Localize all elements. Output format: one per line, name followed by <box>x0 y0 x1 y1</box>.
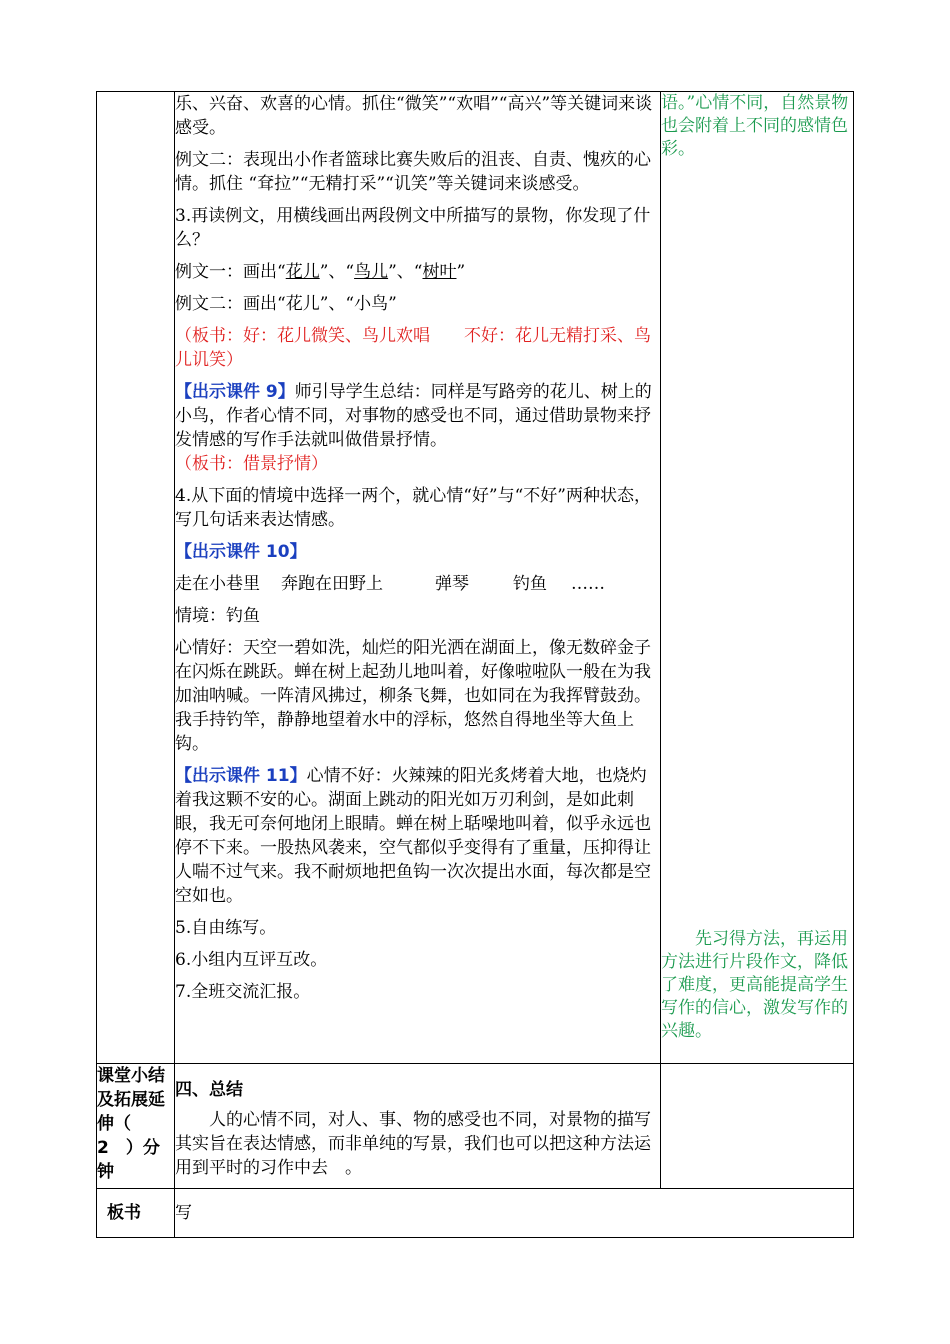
continued-paragraph: 乐、兴奋、欢喜的心情。抓住“微笑”“欢唱”“高兴”等关键词来谈感受。 <box>175 94 653 138</box>
courseware-tag-9: 【出示课件 9】 <box>175 382 295 402</box>
good-mood-paragraph: 心情好：天空一碧如洗，灿烂的阳光洒在湖面上，像无数碎金子在闪烁在跳跃。蝉在树上起劲儿地叫着，好像啦啦队一般在为我加油呐喊。一阵清风拂过，柳条飞舞，也如同在为我挥臂鼓劲。我手持钓竿，静静地望着水中的浮标，悠然自得地坐等大鱼上钩。 <box>175 638 651 754</box>
design-intent-top: 语。”心情不同，自然景物也会附着上不同的感情色彩。 <box>661 93 849 159</box>
ex1-prefix: 例文一：画出“ <box>175 262 286 282</box>
main-content-cell <box>175 92 661 1064</box>
lesson-plan-table <box>96 91 854 1238</box>
option-more: …… <box>571 574 605 594</box>
teaching-process-row <box>97 92 854 1064</box>
row-label-cell-empty <box>97 92 175 1064</box>
step-6: 6.小组内互评互改。 <box>175 950 328 970</box>
board-note-2: （板书：借景抒情） <box>175 454 328 474</box>
ex1-word-bird: 鸟儿 <box>354 262 389 282</box>
step-4-paragraph: 4.从下面的情境中选择一两个，就心情“好”与“不好”两种状态，写几句话来表达情感。 <box>175 486 651 530</box>
summary-side-cell-empty <box>661 1064 854 1189</box>
ex1-sep: ”、“ <box>319 262 355 282</box>
blackboard-text: 写 <box>175 1203 192 1223</box>
summary-content-cell <box>175 1064 661 1189</box>
board-note-1: （板书：好：花儿微笑、鸟儿欢唱 不好：花儿无精打采、鸟儿讥笑） <box>175 326 651 370</box>
summary-paragraph <box>175 380 660 452</box>
example-two-paragraph: 例文二：表现出小作者篮球比赛失败后的沮丧、自责、愧疚的心情。抓住 “耷拉”“无精打采”“讥笑”等关键词来谈感受。 <box>175 150 651 194</box>
ex1-word-leaf: 树叶 <box>422 262 457 282</box>
summary-text-paragraph: 人的心情不同，对人、事、物的感受也不同，对景物的描写其实旨在表达情感，而非单纯的写景，我们也可以把这种方法运用到平时的习作中去 。 <box>175 1110 651 1178</box>
step-7: 7.全班交流汇报。 <box>175 982 311 1002</box>
design-intent-cell <box>661 92 854 1064</box>
blackboard-row-label: 板书 <box>97 1189 175 1238</box>
step-3-paragraph: 3.再读例文，用横线画出两段例文中所描写的景物，你发现了什么？ <box>175 206 651 250</box>
courseware-tag-10: 【出示课件 10】 <box>175 542 307 562</box>
option-piano: 弹琴 <box>435 574 469 594</box>
ex1-word-flower: 花儿 <box>285 262 320 282</box>
bad-mood-text: 心情不好：火辣辣的阳光炙烤着大地，也烧灼着我这颗不安的心。湖面上跳动的阳光如万刃利剑，是如此刺眼，我无可奈何地闭上眼睛。蝉在树上聒噪地叫着，似乎永远也停不下来。一股热风袭来，空气都似乎变得有了重量，压抑得让人喘不过气来。我不耐烦地把鱼钩一次次提出水面，每次都是空空如也。 <box>175 766 651 906</box>
example-two-marks: 例文二：画出“花儿”、“小鸟” <box>175 294 397 314</box>
scene-label: 情境：钓鱼 <box>175 606 260 626</box>
option-fishing: 钓鱼 <box>513 574 547 594</box>
option-field: 奔跑在田野上 <box>281 574 383 594</box>
design-intent-bottom: 先习得方法，再运用方法进行片段作文，降低了难度，更高能提高学生写作的信心，激发写作的兴趣。 <box>661 929 848 1041</box>
summary-row <box>97 1064 854 1189</box>
summary-heading: 四、总结 <box>175 1080 243 1100</box>
blackboard-content-cell <box>175 1189 854 1238</box>
step-5: 5.自由练写。 <box>175 918 277 938</box>
ex1-end: ” <box>456 262 466 282</box>
option-alley: 走在小巷里 <box>175 574 260 594</box>
courseware-tag-11: 【出示课件 11】 <box>175 766 307 786</box>
example-one-marks <box>175 260 660 284</box>
ex1-sep: ”、“ <box>388 262 423 282</box>
scenario-options <box>175 572 660 596</box>
summary-row-label: 课堂小结及拓展延伸（ 2 ）分钟 <box>97 1064 175 1189</box>
summary-text: 师引导学生总结：同样是写路旁的花儿、树上的小鸟，作者心情不同，对事物的感受也不同，通过借助景物来抒发情感的写作手法就叫做借景抒情。 <box>175 382 652 450</box>
blackboard-row <box>97 1189 854 1238</box>
bad-mood-paragraph <box>175 764 660 908</box>
